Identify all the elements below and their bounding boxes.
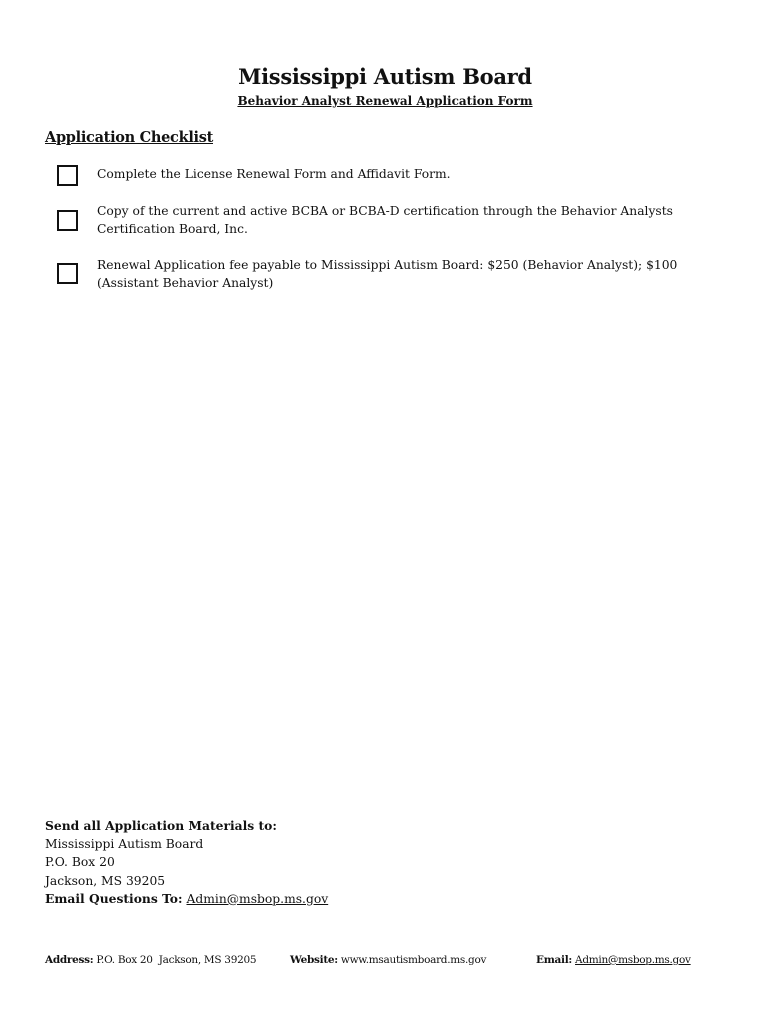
send-address-line: Mississippi Autism Board [45,837,204,852]
email-questions [45,890,328,908]
send-address-line: Jackson, MS 39205 [45,873,166,888]
footer-address-label: Address: [45,954,94,966]
page-title: Mississippi Autism Board [238,64,532,89]
send-heading: Send all Application Materials to: [45,818,277,833]
checklist-item-text: Renewal Application fee payable to Mississippi Autism Board: $250 (Behavior Analyst); $100 (Assistant Behavior Analyst) [97,258,678,290]
footer-website [290,954,486,966]
email-questions-label: Email Questions To: [45,890,183,906]
footer-address [45,954,256,966]
checklist-heading: Application Checklist [45,129,213,146]
footer-email [536,954,691,966]
mailing-instructions [45,817,328,908]
form-subtitle: Behavior Analyst Renewal Application Form [237,94,533,108]
email-questions-link[interactable]: Admin@msbop.ms.gov [186,891,329,906]
footer-website-label: Website: [290,954,338,966]
footer-website-value[interactable]: www.msautismboard.ms.gov [340,954,487,966]
checkbox-bcba-certification[interactable] [57,210,78,231]
footer-address-value: P.O. Box 20 Jackson, MS 39205 [96,954,257,966]
send-address-line: P.O. Box 20 [45,855,115,870]
checklist-item-text: Copy of the current and active BCBA or BCBA-D certification through the Behavior Analysts Certification Board, Inc. [97,204,673,236]
checklist-item-text: Complete the License Renewal Form and Affidavit Form. [97,167,451,181]
footer-email-link[interactable]: Admin@msbop.ms.gov [575,954,691,966]
footer-email-label: Email: [536,954,572,966]
checkbox-license-renewal-form[interactable] [57,165,78,186]
checkbox-renewal-fee[interactable] [57,263,78,284]
